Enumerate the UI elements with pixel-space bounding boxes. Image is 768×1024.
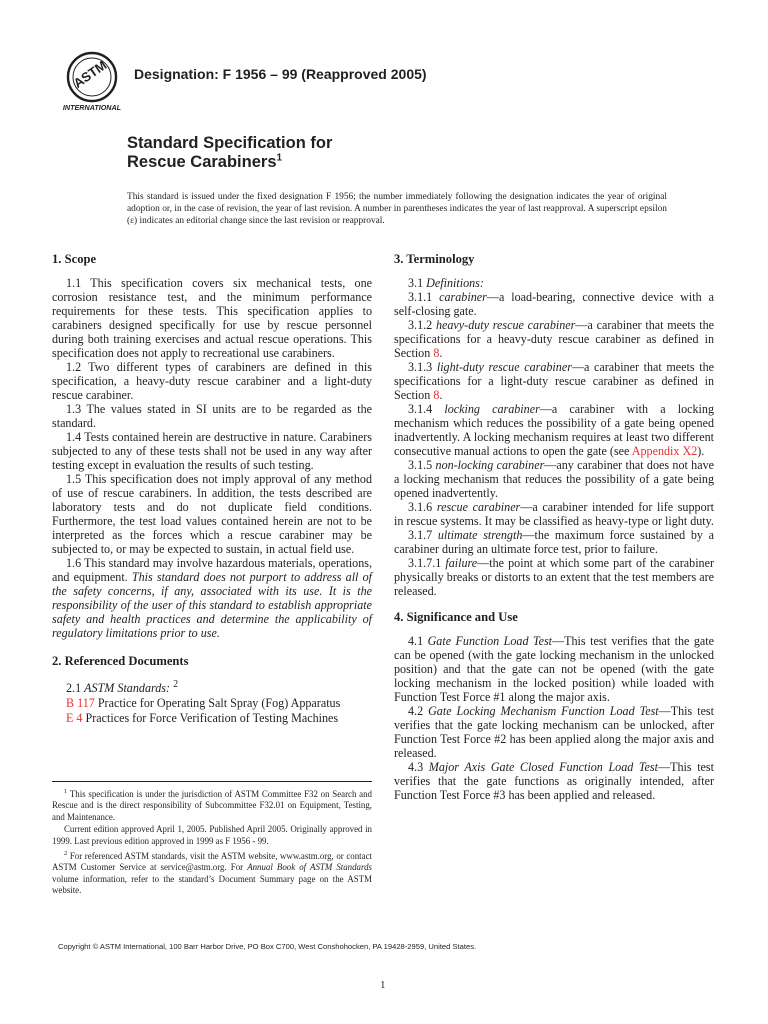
astm-logo (60, 48, 124, 114)
page-number: 1 (380, 979, 386, 991)
reference-item (52, 711, 372, 725)
document-title (127, 134, 332, 172)
astm-standards-text: ASTM Standards: (84, 681, 171, 696)
designation: Designation: F 1956 – 99 (Reapproved 2005) (134, 66, 427, 82)
cross-reference-link[interactable]: 8 (433, 388, 440, 402)
svg-text:ASTM: ASTM (70, 57, 110, 91)
title-line-2 (127, 153, 332, 172)
scope-1-4: 1.4 Tests contained herein are destructive in nature. Carabiners subjected to any of these tests shall not be used in any way after testing except in evaluation the results of such testing. (52, 430, 372, 472)
reference-title: Practices for Force Verification of Testing Machines (85, 711, 339, 726)
definitions-num: 3.1 (408, 276, 427, 290)
significance-item (394, 634, 714, 704)
right-column (394, 250, 714, 802)
scope-1-2: 1.2 Two different types of carabiners are defined in this specification, a heavy-duty rescue carabiner and a light-duty rescue carabiner. (52, 360, 372, 402)
section-scope-heading: 1. Scope (52, 252, 97, 266)
definition-item (394, 360, 714, 402)
definitions-text: Definitions: (426, 276, 484, 290)
scope-1-3: 1.3 The values stated in SI units are to be regarded as the standard. (52, 402, 372, 430)
definition-number: 3.1.7.1 (408, 556, 446, 570)
definition-text: —the maximum force sustained by a carabiner during an ultimate force test, prior to failure. (394, 528, 714, 556)
definition-item (394, 458, 714, 500)
significance-list (394, 634, 714, 802)
definition-term: locking carabiner (444, 402, 540, 416)
definitions-label (394, 276, 714, 290)
reference-link-b117[interactable]: B 117 (66, 696, 95, 711)
definition-text: —a carabiner with a locking mechanism which reduces the possibility of a gate being opened inadvertently. A locking mechanism requires at least two different consecutive manual actions to open the gate (see (394, 402, 714, 458)
preface-note: This standard is issued under the fixed designation F 1956; the number immediately following the designation indicates the year of original adoption or, in the case of revision, the year of last revision. A number in parentheses indicates the year of last reapproval. A superscript epsilon (ε) indicates an editorial change since the last revision or reapproval. (127, 192, 667, 227)
significance-text: —This test verifies that the gate can be opened (with the gate locking mechanism in the unlocked position) and that the gate can not be opened (with the gate locking mechanism in the locked position) while loaded with Function Test Force #1 along the major axis. (394, 634, 714, 704)
significance-test-name: Gate Function Load Test (427, 634, 553, 648)
copyright-notice: Copyright © ASTM International, 100 Barr Harbor Drive, PO Box C700, West Conshohocken, PA 19428-2959, United States. (58, 942, 477, 951)
definition-term: non-locking carabiner (435, 458, 545, 472)
footnote-1-marker: 1 (64, 788, 68, 795)
definition-text: —a carabiner that meets the specifications for a heavy-duty rescue carabiner as defined in Section (394, 318, 715, 360)
definition-text: —a carabiner that meets the specifications for a light-duty rescue carabiner as defined in Section (394, 360, 714, 402)
significance-item (394, 704, 714, 760)
scope-1-1: 1.1 This specification covers six mechanical tests, one corrosion resistance test, and the minimum performance requirements for these tests. This specification applies to carabiners designed specifically for use by rescue personnel during both training exercises and actual rescue operations. This specification does not apply to recreational use carabiners. (52, 276, 372, 360)
significance-text: —This test verifies that the gate locking mechanism can be unlocked, after Function Test Force #2 has been applied along the major axis and released. (394, 704, 714, 760)
cross-reference-link[interactable]: Appendix X2 (631, 444, 698, 458)
reference-item (52, 696, 372, 710)
definition-text-end: . (439, 346, 443, 360)
section-significance-heading: 4. Significance and Use (394, 610, 518, 624)
definition-term: failure (445, 556, 478, 570)
significance-test-name: Major Axis Gate Closed Function Load Test (428, 760, 658, 774)
svg-text:INTERNATIONAL: INTERNATIONAL (62, 103, 122, 112)
title-line-1: Standard Specification for (127, 134, 333, 152)
footnotes (52, 781, 372, 898)
significance-item (394, 760, 714, 802)
reference-link-e4[interactable]: E 4 (66, 711, 83, 726)
footnote-2-text-b: volume information, refer to the standard’s Document Summary page on the ASTM website. (52, 873, 372, 896)
definition-number: 3.1.7 (408, 528, 438, 542)
significance-text: —This test verifies that the gate functions as originally intended, after Function Test Force #3 has been applied and released. (394, 760, 714, 802)
definition-item (394, 402, 714, 458)
title-footnote-marker: 1 (276, 152, 283, 164)
definition-item (394, 528, 714, 556)
scope-1-6-caveat: This standard does not purport to address all of the safety concerns, if any, associated with its use. It is the responsibility of the user of this standard to establish appropriate safety and health practices and determine the applicability of regulatory limitations prior to use. (52, 570, 372, 640)
definition-list (394, 290, 714, 598)
astm-standards-sup: 2 (173, 679, 179, 690)
footnote-2 (52, 848, 372, 897)
scope-1-6-text: 1.6 This standard may involve hazardous materials, operations, and equipment. (52, 556, 372, 584)
reference-title: Practice for Operating Salt Spray (Fog) Apparatus (97, 696, 341, 711)
section-referenced-heading: 2. Referenced Documents (52, 654, 189, 668)
significance-test-name: Gate Locking Mechanism Function Load Test (428, 704, 659, 718)
footnote-1-text: This specification is under the jurisdiction of ASTM Committee F32 on Search and Rescue and is the direct responsibility of Subcommittee F32.01 on Equipment, Testing, and Maintenance. (52, 788, 372, 822)
definition-term: light-duty rescue carabiner (436, 360, 572, 374)
footnote-1 (52, 786, 372, 823)
definition-term: heavy-duty rescue carabiner (435, 318, 576, 332)
cross-reference-link[interactable]: 8 (433, 346, 440, 360)
definition-text: —a carabiner intended for life support in rescue systems. It may be classified as heavy-type or light duty. (394, 500, 715, 528)
significance-number: 4.3 (408, 760, 429, 774)
astm-standards-num: 2.1 (66, 681, 85, 696)
definition-term: ultimate strength (437, 528, 523, 542)
definition-term: rescue carabiner (436, 500, 521, 514)
definition-term: carabiner (439, 290, 487, 304)
definition-number: 3.1.1 (408, 290, 440, 304)
astm-standards-label (52, 678, 372, 695)
left-column (52, 250, 372, 726)
footnote-2-book-title: Annual Book of ASTM Standards (247, 862, 372, 873)
definition-item (394, 290, 714, 318)
footnote-2-marker: 2 (64, 850, 68, 857)
definition-number: 3.1.2 (408, 318, 436, 332)
scope-1-5: 1.5 This specification does not imply approval of any method of use of rescue carabiners. In addition, the tests described are laboratory tests and do not duplicate field conditions. Furthermore, the test load values contained herein are not to be interpreted as the forces which a rescue carabiner may be subjected to, or may be expected to sustain, in actual field use. (52, 472, 372, 556)
definition-number: 3.1.3 (408, 360, 437, 374)
title-line-2-text: Rescue Carabiners (127, 153, 277, 171)
definition-text-end: . (439, 388, 443, 402)
astm-logo-mark (60, 48, 124, 114)
definition-item (394, 318, 714, 360)
section-terminology-heading: 3. Terminology (394, 252, 475, 266)
definition-text: —a load-bearing, connective device with a self-closing gate. (394, 290, 714, 318)
definition-item (394, 556, 714, 598)
significance-number: 4.2 (408, 704, 429, 718)
definition-item (394, 500, 714, 528)
definition-number: 3.1.5 (408, 458, 436, 472)
definition-text: —the point at which some part of the carabiner physically breaks or distorts to an extent that the test members are released. (394, 556, 715, 598)
definition-text-end: ). (697, 444, 705, 458)
definition-text: —any carabiner that does not have a locking mechanism that reduces the possibility of a gate being opened inadvertently. (394, 458, 714, 500)
footnote-1-edition: Current edition approved April 1, 2005. Published April 2005. Originally approved in 1999. Last previous edition approved in 1999 as F 1956 - 99. (52, 824, 372, 846)
definition-number: 3.1.4 (408, 402, 445, 416)
scope-1-6 (52, 556, 372, 640)
footnote-2-text-a: For referenced ASTM standards, visit the ASTM website, www.astm.org, or contact ASTM Customer Service at service@astm.org. For (52, 850, 372, 873)
significance-number: 4.1 (408, 634, 428, 648)
definition-number: 3.1.6 (408, 500, 437, 514)
